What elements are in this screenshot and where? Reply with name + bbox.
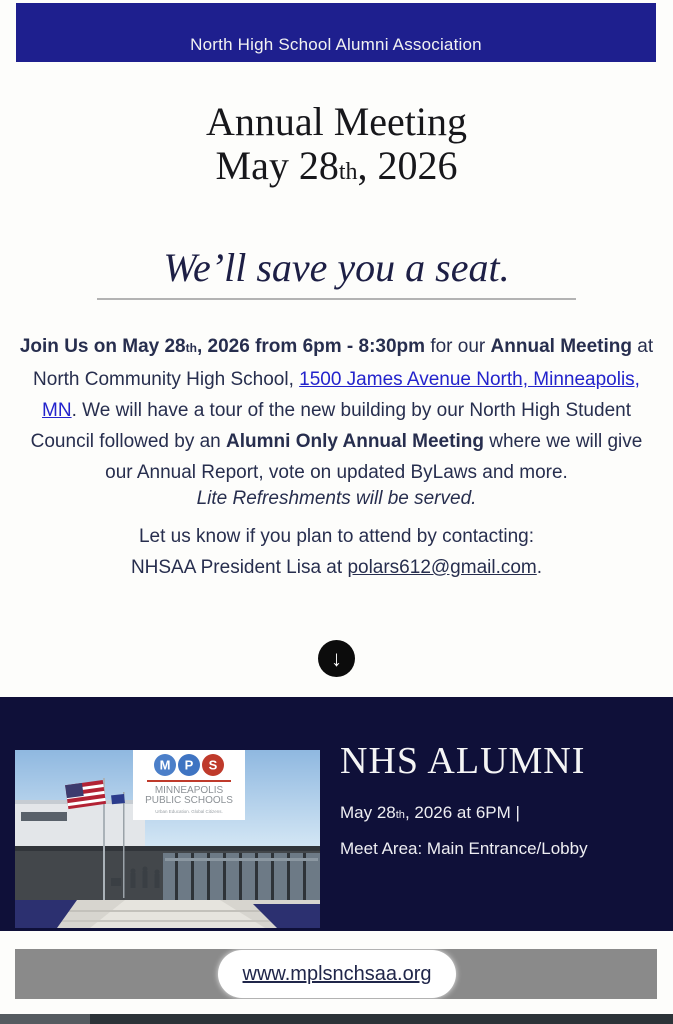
title-line1: Annual Meeting bbox=[205, 99, 468, 144]
refreshments-note: Lite Refreshments will be served. bbox=[196, 488, 477, 509]
header-title: North High School Alumni Association bbox=[190, 35, 482, 54]
event-title: NHS ALUMNI bbox=[340, 740, 586, 782]
event-date: May 28th, 2026 at 6PM | bbox=[340, 803, 520, 822]
mps-tagline: Urban Education. Global Citizens. bbox=[155, 809, 223, 814]
event-details bbox=[340, 739, 588, 859]
school-photo bbox=[15, 750, 320, 928]
body-paragraph: Join Us on May 28th, 2026 from 6pm - 8:30pm for our Annual Meeting at North Community High School, 1500 James Avenue North, Minneapolis, MN. We will have a tour of the new building by our North High Student Council followed by an Alumni Only Annual Meeting where we will give our Annual Report, vote on updated ByLaws and more. bbox=[19, 336, 654, 483]
title-line2: May 28th, 2026 bbox=[215, 143, 458, 188]
mps-org-line2: PUBLIC SCHOOLS bbox=[145, 795, 233, 806]
mps-p: P bbox=[184, 757, 194, 773]
email-link[interactable]: polars612@gmail.com bbox=[347, 557, 537, 578]
school-photo-art bbox=[15, 750, 320, 928]
event-section bbox=[0, 697, 673, 931]
contact-line1: Let us know if you plan to attend by contacting: bbox=[138, 526, 535, 547]
divider-line bbox=[97, 298, 576, 300]
mps-logo bbox=[133, 750, 245, 820]
tagline: We’ll save you a seat. bbox=[163, 245, 510, 290]
header-bar bbox=[16, 3, 656, 62]
website-link[interactable]: www.mplsnchsaa.org bbox=[242, 962, 432, 985]
bottom-bar-left-segment bbox=[0, 1014, 90, 1024]
mps-m: M bbox=[159, 757, 171, 773]
mps-org-line1: MINNEAPOLIS bbox=[154, 785, 224, 796]
page-title bbox=[0, 100, 673, 194]
address-link[interactable]: 1500 James Avenue North, Minneapolis, MN bbox=[42, 369, 640, 421]
bottom-bar bbox=[0, 1014, 673, 1024]
mps-s: S bbox=[208, 757, 218, 773]
down-arrow-icon: ↓ bbox=[331, 645, 342, 671]
scroll-down-button[interactable] bbox=[318, 640, 355, 677]
contact-block bbox=[0, 521, 673, 583]
website-pill[interactable] bbox=[218, 950, 456, 998]
contact-line2: NHSAA President Lisa at polars612@gmail.com. bbox=[130, 557, 543, 578]
event-meet-area: Meet Area: Main Entrance/Lobby bbox=[340, 839, 588, 858]
